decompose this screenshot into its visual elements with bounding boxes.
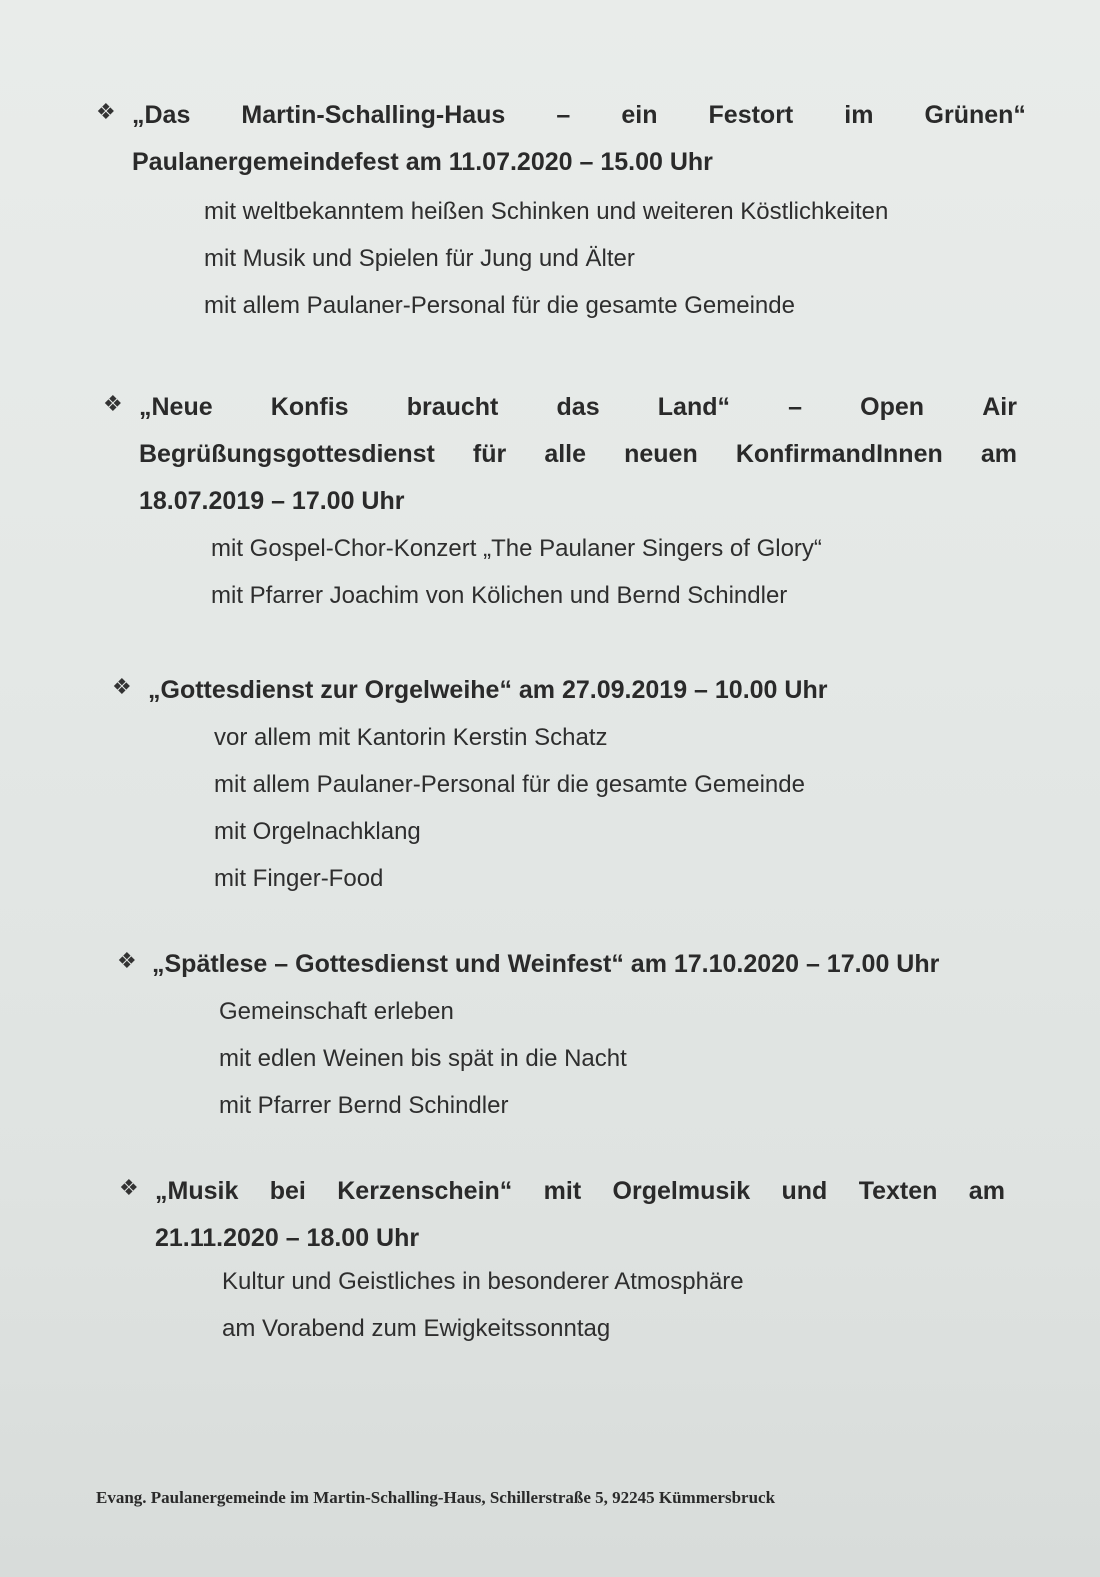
bullet-icon: ❖ [117, 948, 137, 973]
headline-word: – [788, 393, 803, 421]
event-1 [96, 92, 1026, 329]
headline-word: Martin-Schalling-Haus [241, 101, 506, 129]
footer-address: Evang. Paulanergemeinde im Martin-Schalling-Haus, Schillerstraße 5, 92245 Kümmersbruck [96, 1488, 776, 1507]
bullet-icon: ❖ [96, 99, 116, 124]
headline-word: das [556, 393, 600, 421]
detail-line: mit Gospel-Chor-Konzert „The Paulaner Singers of Glory“ [211, 535, 822, 562]
event-4 [117, 941, 1017, 1129]
headline-word: bei [269, 1177, 306, 1205]
event-3-headline: „Gottesdienst zur Orgelweihe“ am 27.09.2019 – 10.00 Uhr [148, 676, 828, 704]
event-4-headline: „Spätlese – Gottesdienst und Weinfest“ am 17.10.2020 – 17.00 Uhr [152, 950, 940, 978]
event-2-details [211, 525, 1017, 619]
headline-word: – [556, 101, 571, 129]
headline-word: Texten [858, 1177, 938, 1205]
detail-line: Kultur und Geistliches in besonderer Atmosphäre [222, 1268, 744, 1295]
headline-word: Orgelmusik [612, 1177, 751, 1205]
event-1-details [204, 188, 1026, 329]
detail-line: Gemeinschaft erleben [219, 998, 454, 1025]
event-3-details [214, 714, 1012, 902]
headline-word: für [472, 440, 507, 468]
event-2-headline [139, 384, 1017, 525]
detail-line: mit allem Paulaner-Personal für die gesamte Gemeinde [214, 771, 805, 798]
headline-word: Festort [708, 101, 794, 129]
headline-word: ein [621, 101, 658, 129]
detail-line: mit Pfarrer Bernd Schindler [219, 1092, 509, 1119]
event-5 [119, 1168, 1005, 1352]
headline-word: Grünen“ [924, 101, 1026, 129]
event-5-headline-line-1 [155, 1168, 1005, 1215]
event-2-headline-line-1 [139, 384, 1017, 431]
event-1-headline-line-2: Paulanergemeindefest am 11.07.2020 – 15.00 Uhr [132, 148, 713, 176]
detail-line: mit Finger-Food [214, 865, 384, 892]
event-1-headline-line-1 [132, 92, 1026, 139]
headline-word: am [980, 440, 1017, 468]
headline-word: Begrüßungsgottesdienst [139, 440, 435, 468]
headline-word: im [844, 101, 874, 129]
detail-line: mit edlen Weinen bis spät in die Nacht [219, 1045, 627, 1072]
event-5-details [222, 1258, 1005, 1352]
detail-line: mit allem Paulaner-Personal für die gesamte Gemeinde [204, 292, 795, 319]
headline-word: neuen [624, 440, 698, 468]
event-3 [112, 667, 1012, 902]
detail-line: mit Musik und Spielen für Jung und Älter [204, 245, 635, 272]
bullet-icon: ❖ [119, 1175, 139, 1200]
detail-line: mit weltbekanntem heißen Schinken und weiteren Köstlichkeiten [204, 198, 889, 225]
headline-word: mit [543, 1177, 582, 1205]
detail-line: mit Orgelnachklang [214, 818, 421, 845]
headline-word: und [781, 1177, 828, 1205]
event-1-headline [132, 92, 1026, 186]
headline-word: braucht [406, 393, 499, 421]
headline-word: „Neue [139, 393, 213, 421]
headline-word: Land“ [657, 393, 730, 421]
headline-word: Kerzenschein“ [337, 1177, 513, 1205]
headline-word: Open [860, 393, 925, 421]
headline-word: am [968, 1177, 1005, 1205]
detail-line: am Vorabend zum Ewigkeitssonntag [222, 1315, 611, 1342]
event-2 [103, 384, 1017, 619]
headline-word: „Das [132, 101, 191, 129]
detail-line: mit Pfarrer Joachim von Kölichen und Bernd Schindler [211, 582, 788, 609]
event-5-headline-line-2: 21.11.2020 – 18.00 Uhr [155, 1224, 420, 1252]
headline-word: Konfis [270, 393, 349, 421]
bullet-icon: ❖ [103, 391, 123, 416]
event-4-details [219, 988, 1017, 1129]
detail-line: vor allem mit Kantorin Kerstin Schatz [214, 724, 608, 751]
bullet-icon: ❖ [112, 674, 132, 699]
headline-word: alle [544, 440, 587, 468]
headline-word: „Musik [155, 1177, 239, 1205]
headline-word: KonfirmandInnen [735, 440, 943, 468]
headline-word: Air [982, 393, 1017, 421]
event-5-headline [155, 1168, 1005, 1262]
event-2-headline-line-2 [139, 431, 1017, 478]
event-2-headline-line-3: 18.07.2019 – 17.00 Uhr [139, 487, 405, 515]
